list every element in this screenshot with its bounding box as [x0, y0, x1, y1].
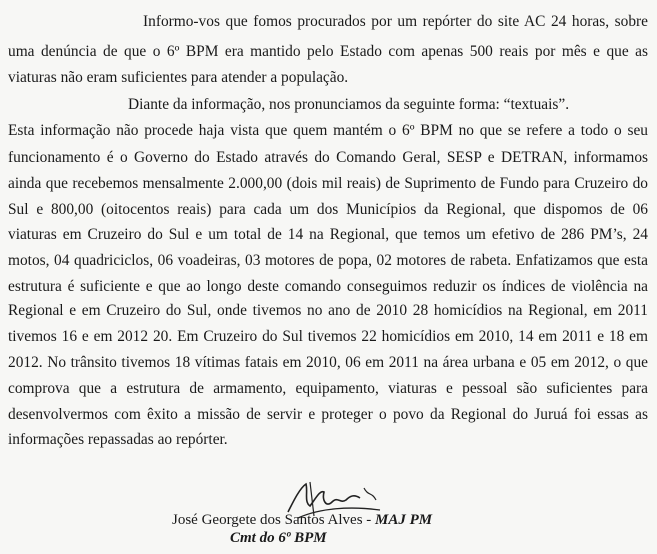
text-line: uma denúncia de que o 6º BPM era mantido pelo Estado com apenas 500 reais por mês e que as	[8, 43, 648, 60]
text-line: Regional e em Cruzeiro do Sul, onde tivemos no ano de 2010 28 homicídios na Regional, em 2011	[8, 302, 648, 319]
text-line: comprova que a estrutura de armamento, equipamento, viaturas e pessoal são suficientes para	[8, 380, 648, 397]
text-line: viaturas em Cruzeiro do Sul e um total de 14 na Regional, que temos um efetivo de 286 PM’s, 24	[8, 226, 648, 243]
text-line: motos, 04 quadriciclos, 06 voadeiras, 03 motores de popa, 02 motores de rabeta. Enfatizamos que esta	[8, 252, 648, 269]
text-line: desenvolvermos com êxito a missão de servir e proteger o povo da Regional do Juruá foi essas as	[8, 406, 648, 423]
signatory-title: Cmt do 6º BPM	[230, 530, 327, 546]
signatory-rank: MAJ PM	[375, 512, 433, 528]
text-line: tivemos 16 e em 2012 20. Em Cruzeiro do Sul tivemos 22 homicídios em 2010, 14 em 2011 e 18 em	[8, 328, 648, 345]
text-line: viaturas não eram suficientes para atender a população.	[8, 69, 349, 86]
text-line: ainda que recebemos mensalmente 2.000,00 (dois mil reais) de Suprimento de Fundo para Cruzeiro do	[8, 175, 648, 192]
text-line: 2012. No trânsito tivemos 18 vítimas fatais em 2010, 06 em 2011 na área urbana e 05 em 2012, o que	[8, 354, 648, 371]
text-line: Sul e 800,00 (oitocentos reais) para cada um dos Municípios da Regional, que dispomos de 06	[8, 201, 648, 218]
text-line: Diante da informação, nos pronunciamos da seguinte forma: “textuais”.	[128, 96, 570, 113]
text-line: estrutura é suficiente e que ao longo deste comando conseguimos reduzir os índices de violência na	[8, 278, 648, 295]
signatory-name-line	[172, 512, 432, 529]
text-line: informações repassadas ao repórter.	[8, 431, 228, 448]
signature-block	[0, 478, 657, 554]
signatory-name: José Georgete dos Santos Alves -	[172, 512, 376, 528]
text-line: Esta informação não procede haja vista que quem mantém o 6º BPM no que se refere a todo o seu	[8, 122, 648, 139]
text-line: funcionamento é o Governo do Estado através do Comando Geral, SESP e DETRAN, informamos	[8, 149, 648, 166]
text-line: Informo-vos que fomos procurados por um repórter do site AC 24 horas, sobre	[143, 13, 648, 30]
